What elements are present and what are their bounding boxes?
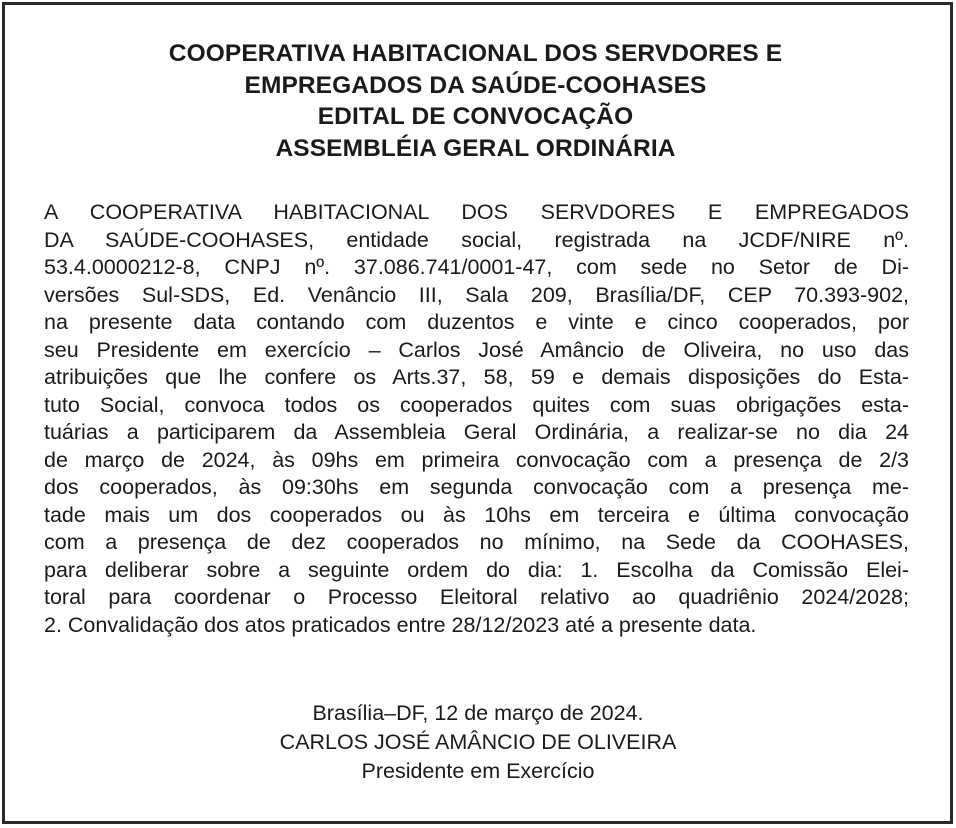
signer-title: Presidente em Exercício [361,759,595,783]
body-line: com a presença de dez cooperados no mínimo, na Sede da COOHASES, [44,530,909,554]
body-line: toral para coordenar o Processo Eleitoral relativo ao quadriênio 2024/2028; [44,585,909,609]
header-line-1: COOPERATIVA HABITACIONAL DOS SERVDORES E [168,40,783,67]
body-line: para deliberar sobre a seguinte ordem do dia: 1. Escolha da Comissão Elei- [44,557,909,582]
body-line: na presente data contando com duzentos e vinte e cinco cooperados, por [44,310,909,334]
body-line: DA SAÚDE-COOHASES, entidade social, registrada na JCDF/NIRE nº. [44,227,909,252]
header-line-4: ASSEMBLÉIA GERAL ORDINÁRIA [275,134,676,162]
header-line-2: EMPREGADOS DA SAÚDE-COOHASES [244,71,707,99]
body-paragraph [44,199,909,639]
body-line: atribuições que lhe confere os Arts.37, 58, 59 e demais disposições do Esta- [44,365,909,389]
body-line: 2. Convalidação dos atos praticados entre 28/12/2023 até a presente data. [44,612,757,637]
body-line: tuto Social, convoca todos os cooperados quites com suas obrigações esta- [44,392,909,417]
body-line: 53.4.0000212-8, CNPJ nº. 37.086.741/0001-47, com sede no Setor de Di- [44,255,909,279]
body-line: A COOPERATIVA HABITACIONAL DOS SERVDORES E EMPREGADOS [44,200,909,224]
body-line: dos cooperados, às 09:30hs em segunda convocação com a presença me- [44,475,909,499]
body-line: de março de 2024, às 09hs em primeira convocação com a presença de 2/3 [44,447,909,472]
signer-name: CARLOS JOSÉ AMÂNCIO DE OLIVEIRA [279,730,677,754]
body-line: tade mais um dos cooperados ou às 10hs em terceira e última convocação [44,502,909,527]
body-line: seu Presidente em exercício – Carlos José Amâncio de Oliveira, no uso das [44,337,909,362]
place-date: Brasília–DF, 12 de março de 2024. [312,701,644,725]
body-line: tuárias a participarem da Assembleia Geral Ordinária, a realizar-se no dia 24 [44,420,909,444]
body-line: versões Sul-SDS, Ed. Venâncio III, Sala 209, Brasília/DF, CEP 70.393-902, [44,282,909,307]
header-line-3: EDITAL DE CONVOCAÇÃO [317,103,634,130]
signature-block [0,699,956,786]
document-header [0,38,951,164]
